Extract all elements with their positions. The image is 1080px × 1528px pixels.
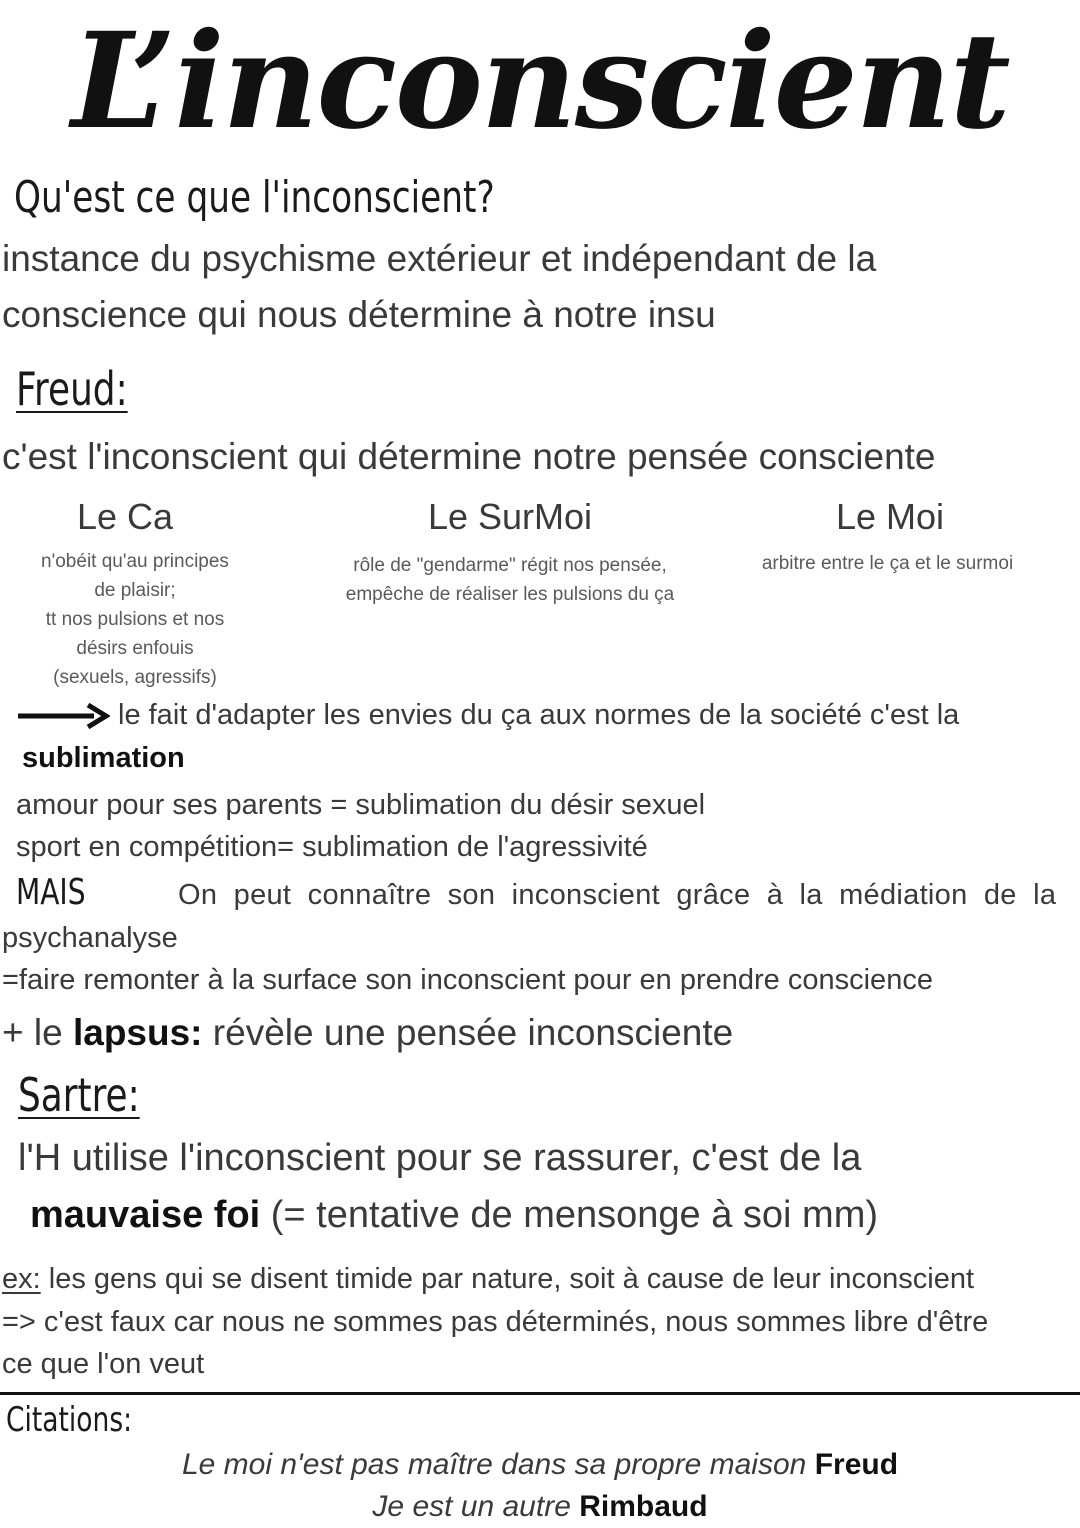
mais-text-2: psychanalyse <box>2 922 178 954</box>
col-title-surmoi: Le SurMoi <box>427 496 593 537</box>
quote-author: Rimbaud <box>579 1490 708 1523</box>
desc-line: arbitre entre le ça et le surmoi <box>761 553 1014 574</box>
freud-heading: Freud: <box>16 362 128 416</box>
lapsus-line <box>2 1012 733 1054</box>
quote-rimbaud <box>0 1490 1080 1524</box>
col-desc-ca <box>10 547 260 692</box>
ex-text: les gens qui se disent timide par nature, soit à cause de leur inconscient <box>48 1263 975 1295</box>
mauvaise-foi: mauvaise foi <box>30 1194 261 1236</box>
arrow-right-icon <box>18 703 110 729</box>
page-title: L’inconscient <box>71 4 1009 159</box>
mais-text-3: =faire remonter à la surface son inconscient pour en prendre conscience <box>2 964 933 996</box>
desc-line: tt nos pulsions et nos <box>45 609 225 630</box>
lapsus-word: lapsus: <box>72 1012 203 1053</box>
desc-line: de plaisir; <box>94 580 176 601</box>
desc-line: n'obéit qu'au principes <box>41 551 229 572</box>
sartre-line-2 <box>30 1194 878 1237</box>
lapsus-text: révèle une pensée inconsciente <box>212 1012 734 1053</box>
sartre-line-2-rest: (= tentative de mensonge à soi mm) <box>270 1194 879 1236</box>
sartre-example <box>2 1263 974 1296</box>
col-title-ca: Le Ca <box>76 496 174 537</box>
sartre-line-1: l'H utilise l'inconscient pour se rassurer, c'est de la <box>18 1137 862 1179</box>
lapsus-prefix: + le <box>2 1012 63 1053</box>
quote-text: Le moi n'est pas maître dans sa propre maison <box>181 1448 807 1481</box>
mais-text: On peut connaître son inconscient grâce à la médiation de la <box>178 879 1057 911</box>
question-heading: Qu'est ce que l'inconscient? <box>14 172 495 223</box>
desc-line: désirs enfouis <box>76 638 194 659</box>
definition-line-2: conscience qui nous détermine à notre insu <box>2 294 716 335</box>
col-desc-moi <box>720 549 1055 578</box>
ex-label: ex: <box>2 1263 41 1295</box>
quote-freud <box>0 1448 1080 1482</box>
divider <box>0 1392 1080 1395</box>
desc-line: (sexuels, agressifs) <box>53 667 217 688</box>
col-title-moi: Le Moi <box>835 496 945 537</box>
example-line-1: amour pour ses parents = sublimation du désir sexuel <box>16 789 706 821</box>
sartre-conclusion-2: ce que l'on veut <box>2 1348 205 1380</box>
col-desc-surmoi <box>300 551 720 609</box>
freud-summary: c'est l'inconscient qui détermine notre pensée consciente <box>2 436 936 477</box>
sartre-conclusion-1: => c'est faux car nous ne sommes pas déterminés, nous sommes libre d'être <box>2 1306 989 1338</box>
citations-heading: Citations: <box>6 1400 133 1440</box>
definition-line-1: instance du psychisme extérieur et indépendant de la <box>2 238 877 279</box>
sublimation-bold: sublimation <box>22 742 185 774</box>
quote-text: Je est un autre <box>372 1490 571 1523</box>
sartre-heading: Sartre: <box>18 1068 140 1122</box>
quote-author: Freud <box>814 1448 899 1481</box>
desc-line: rôle de "gendarme" régit nos pensée, <box>353 555 667 576</box>
sublimation-word <box>22 742 185 775</box>
example-line-2: sport en compétition= sublimation de l'agressivité <box>16 831 648 863</box>
sublimation-intro: le fait d'adapter les envies du ça aux normes de la société c'est la <box>118 699 960 731</box>
desc-line: empêche de réaliser les pulsions du ça <box>345 584 675 605</box>
mais-label: MAIS <box>16 872 86 913</box>
